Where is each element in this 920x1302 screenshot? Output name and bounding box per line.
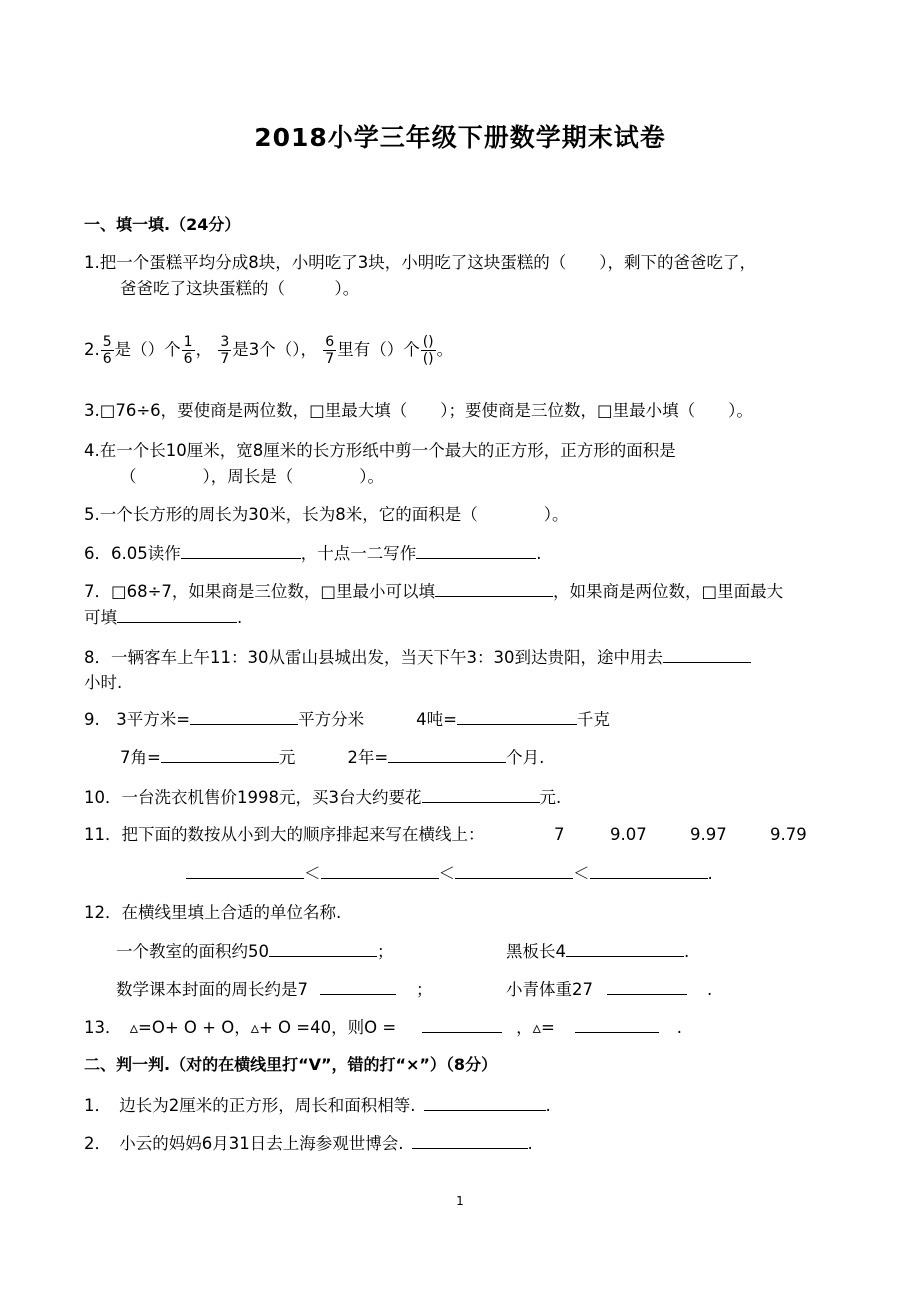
question-12-line-1-right [506, 940, 689, 963]
question-5: 5.一个长方形的周长为30米，长为8米，它的面积是（ ）。 [84, 505, 569, 524]
answer-blank[interactable] [416, 542, 536, 559]
question-9-text-e: 7角= [120, 748, 161, 767]
page-number: 1 [456, 1194, 464, 1208]
number-9-97: 9.97 [690, 825, 727, 844]
question-3: 3.□76÷6，要使商是两位数，□里最大填（ ）；要使商是三位数，□里最小填（ ）。 [84, 401, 753, 420]
judge-2 [84, 1132, 533, 1155]
answer-blank[interactable] [435, 580, 553, 597]
answer-blank[interactable] [422, 786, 540, 803]
question-7-text-a: 7．□68÷7，如果商是三位数，□里最小可以填 [84, 582, 435, 601]
question-7-text-d: . [237, 608, 243, 627]
fraction-1-6: $\frac{1}{6}$ [183, 334, 193, 367]
question-2-number: 2. [84, 340, 100, 359]
question-13-text-a: 13． ▵=O+ O + O，▵+ O =40，则O = [84, 1018, 397, 1037]
less-than-sign: ＜ [304, 864, 321, 883]
question-12-text-e: . [684, 942, 690, 961]
question-9-text-h: 个月. [506, 748, 545, 767]
question-2-text-1: 是（）个 [114, 340, 181, 359]
question-9-text-c: 4吨= [416, 710, 457, 729]
question-10-text-a: 10．一台洗衣机售价1998元，买3台大约要花 [84, 788, 422, 807]
question-6-text-a: 6．6.05读作 [84, 544, 181, 563]
less-than-sign: ＜ [573, 864, 590, 883]
question-12-text-b: 一个教室的面积约50 [116, 942, 269, 961]
fraction-6-7: $\frac{6}{7}$ [325, 334, 335, 367]
question-6 [84, 542, 542, 565]
question-9-text-a: 9. 3平方米= [84, 710, 191, 729]
judge-1-text: 1． 边长为2厘米的正方形，周长和面积相等. [84, 1096, 416, 1115]
less-than-sign: ＜ [438, 864, 455, 883]
question-1-line-1: 1.把一个蛋糕平均分成8块，小明吃了3块，小明吃了这块蛋糕的（ ），剩下的爸爸吃了， [84, 253, 756, 272]
answer-blank[interactable] [388, 746, 506, 763]
question-2-text-5: 。 [436, 340, 454, 359]
question-12-line-2-right [506, 978, 712, 1001]
answer-blank[interactable] [161, 746, 279, 763]
answer-blank[interactable] [457, 708, 577, 725]
number-9-07: 9.07 [610, 825, 647, 844]
question-12-text-i: . [707, 980, 713, 999]
question-4-line-2: （ ），周长是（ ）。 [120, 467, 384, 486]
number-7: 7 [554, 825, 565, 844]
question-10 [84, 786, 561, 809]
question-12-text-h: 小青体重27 [506, 980, 593, 999]
question-2-text-4: 里有（）个 [337, 340, 420, 359]
answer-blank[interactable] [117, 606, 237, 623]
fraction-5-6: $\frac{5}{6}$ [102, 334, 112, 367]
question-9-line-2 [120, 746, 544, 769]
question-13-text-b: ，▵= [516, 1018, 555, 1037]
answer-blank[interactable] [190, 708, 298, 725]
question-12-line-2-left [116, 978, 433, 1001]
answer-blank[interactable] [566, 940, 684, 957]
question-10-text-b: 元. [539, 788, 562, 807]
question-7-line-1 [84, 580, 783, 603]
question-13 [84, 1016, 682, 1039]
judge-2-end: . [527, 1134, 533, 1153]
answer-blank[interactable] [607, 978, 687, 995]
question-12-text-f: 数学课本封面的周长约是7 [116, 980, 308, 999]
question-7-line-2 [84, 606, 242, 629]
number-9-79: 9.79 [770, 825, 807, 844]
question-9-text-f: 元 [278, 748, 296, 767]
section-heading-judge: 二、判一判.（对的在横线里打“V”，错的打“×”）（8分） [84, 1055, 498, 1074]
question-7-text-c: 可填 [84, 608, 117, 627]
question-11-end: . [707, 864, 713, 883]
answer-blank[interactable] [424, 1094, 546, 1111]
question-9-line-1 [84, 708, 610, 731]
question-2-text-3: 是3个（）， [232, 340, 318, 359]
question-7-text-b: ，如果商是两位数，□里面最大 [553, 582, 784, 601]
question-6-text-b: ，十点一二写作 [300, 544, 417, 563]
question-11-line-2 [186, 862, 713, 885]
answer-blank[interactable] [590, 862, 708, 879]
question-12-heading: 12．在横线里填上合适的单位名称. [84, 903, 342, 922]
question-8-line-1 [84, 646, 751, 669]
answer-blank[interactable] [269, 940, 377, 957]
question-12-line-1-left [116, 940, 394, 963]
question-9-text-d: 千克 [576, 710, 610, 729]
question-6-text-c: . [536, 544, 542, 563]
answer-blank[interactable] [575, 1016, 659, 1033]
question-12-text-d: 黑板长4 [506, 942, 566, 961]
section-heading-fill: 一、填一填.（24分） [84, 215, 241, 234]
judge-2-text: 2． 小云的妈妈6月31日去上海参观世博会. [84, 1134, 404, 1153]
answer-blank[interactable] [181, 542, 301, 559]
judge-1 [84, 1094, 551, 1117]
fraction-blank: $\frac{()}{()}$ [422, 334, 434, 367]
question-11-text: 11．把下面的数按从小到大的顺序排起来写在横线上： [84, 825, 485, 844]
answer-blank[interactable] [422, 1016, 502, 1033]
answer-blank[interactable] [320, 978, 396, 995]
answer-blank[interactable] [186, 862, 304, 879]
answer-blank[interactable] [663, 646, 751, 663]
question-1-line-2: 爸爸吃了这块蛋糕的（ ）。 [120, 279, 360, 298]
question-4-line-1: 4.在一个长10厘米，宽8厘米的长方形纸中剪一个最大的正方形，正方形的面积是 [84, 441, 676, 460]
question-9-text-g: 2年= [347, 748, 389, 767]
question-2 [84, 330, 453, 370]
question-8-line-2: 小时. [84, 673, 123, 692]
fraction-3-7: $\frac{3}{7}$ [220, 334, 230, 367]
answer-blank[interactable] [321, 862, 439, 879]
question-13-text-c: . [676, 1018, 683, 1037]
question-11-line-1 [84, 824, 485, 846]
judge-1-end: . [545, 1096, 551, 1115]
question-8-text-a: 8．一辆客车上午11：30从雷山县城出发，当天下午3：30到达贵阳，途中用去 [84, 648, 663, 667]
answer-blank[interactable] [455, 862, 573, 879]
question-2-text-2: ， [195, 340, 213, 359]
answer-blank[interactable] [412, 1132, 528, 1149]
question-9-text-b: 平方分米 [298, 710, 365, 729]
question-12-text-g: ； [416, 980, 433, 999]
page-title: 2018小学三年级下册数学期末试卷 [254, 123, 666, 152]
question-12-text-c: ； [377, 942, 394, 961]
